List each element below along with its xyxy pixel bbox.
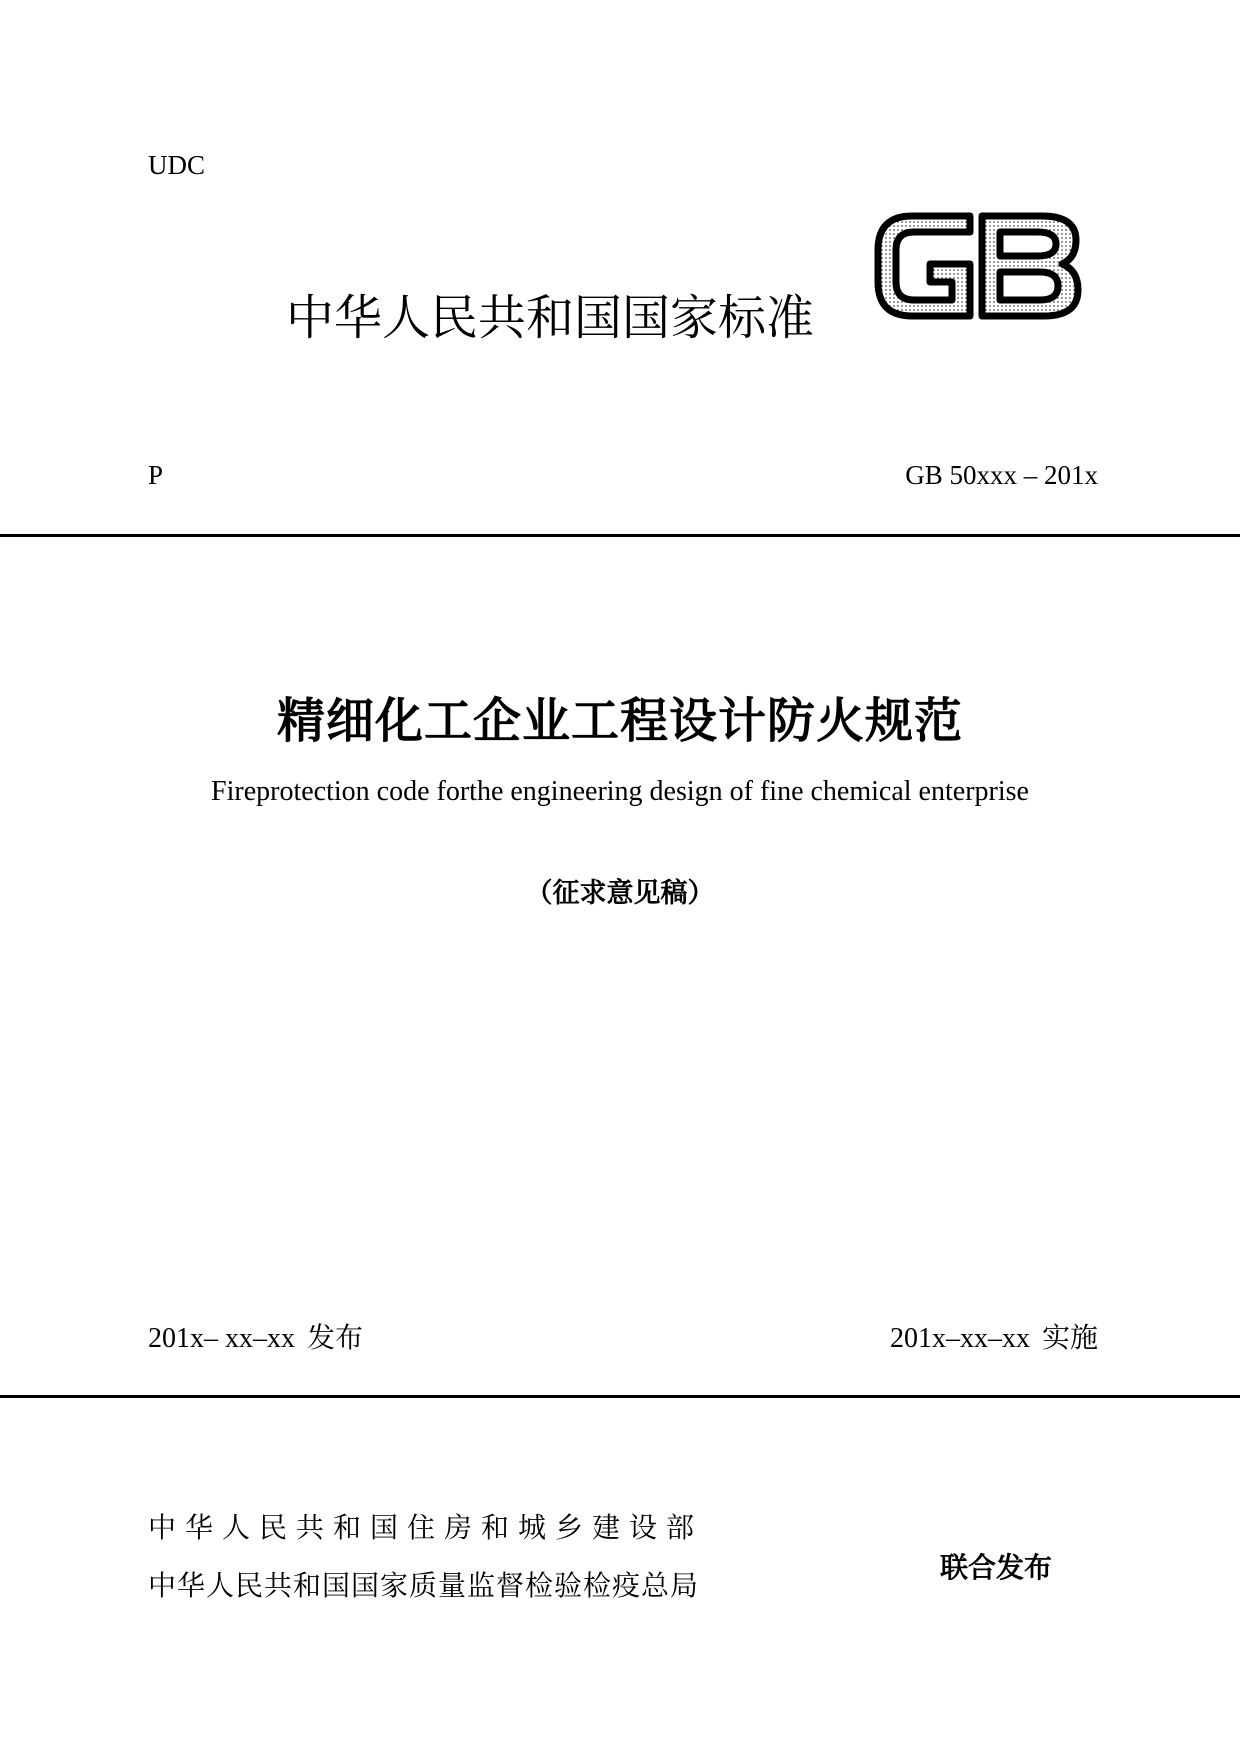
document-title-english: Fireprotection code forthe engineering design of fine chemical enterprise (211, 776, 1029, 807)
draft-label: （征求意见稿） (525, 878, 715, 909)
publisher-agency-quality: 中华人民共和国国家质量监督检验检疫总局 (148, 1569, 700, 1602)
effective-date-suffix: 实施 (1041, 1321, 1098, 1354)
gb-logo-icon (872, 208, 1084, 324)
joint-publish-label: 联合发布 (940, 1551, 1053, 1584)
standard-number: GB 50xxx – 201x (905, 460, 1098, 490)
publisher-agency-housing: 中华人民共和国住房和城乡建设部 (148, 1511, 704, 1544)
effective-date (890, 1318, 1098, 1359)
bottom-divider (0, 1395, 1240, 1398)
national-standard-title: 中华人民共和国国家标准 (286, 290, 815, 346)
issue-date-suffix: 发布 (307, 1321, 364, 1354)
effective-date-value: 201x–xx–xx (889, 1323, 1030, 1354)
classification-code: P (148, 460, 164, 490)
issue-date (148, 1318, 363, 1359)
issue-date-value: 201x– xx–xx (148, 1323, 295, 1354)
top-divider (0, 534, 1240, 537)
udc-label: UDC (148, 150, 206, 180)
document-title-chinese: 精细化工企业工程设计防火规范 (276, 693, 963, 749)
